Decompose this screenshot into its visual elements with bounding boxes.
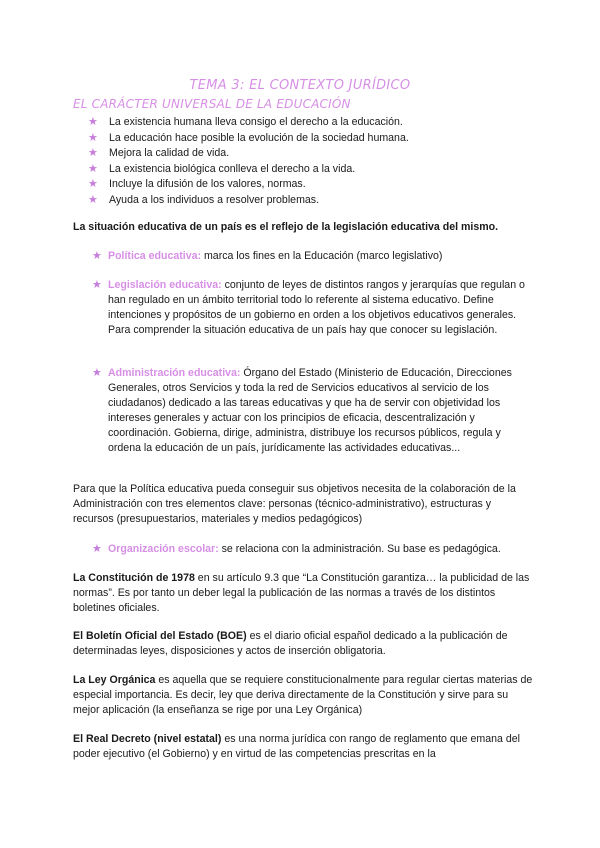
definition-constitucion <box>73 571 533 616</box>
term-item-politica <box>92 249 532 264</box>
star-bullet-icon: ★ <box>88 193 98 206</box>
star-bullet-icon: ★ <box>88 131 98 144</box>
list-item: ★ Mejora la calidad de vida. <box>88 147 230 159</box>
star-bullet-icon: ★ <box>92 279 102 291</box>
star-bullet-icon: ★ <box>88 116 98 128</box>
term-label: Organización escolar: <box>108 543 219 555</box>
definition-real-decreto <box>73 732 533 762</box>
term-description: marca los fines en la Educación (marco legislativo) <box>201 250 443 262</box>
definition-term: El Real Decreto (nivel estatal) <box>73 733 222 745</box>
list-item: ★ Incluye la difusión de los valores, normas. <box>88 178 306 190</box>
list-item: ★ Ayuda a los individuos a resolver problemas. <box>88 193 320 206</box>
star-bullet-icon: ★ <box>92 250 102 262</box>
term-description: se relaciona con la administración. Su base es pedagógica. <box>218 543 501 555</box>
definition-ley-organica <box>73 673 533 718</box>
definition-term: La Ley Orgánica <box>73 674 156 686</box>
list-item: ★ La existencia biológica conlleva el derecho a la vida. <box>88 162 356 175</box>
star-bullet-icon: ★ <box>88 147 98 159</box>
section-heading: EL CARÁCTER UNIVERSAL DE LA EDUCACIÓN <box>73 97 351 111</box>
definition-text: es el diario oficial español dedicado a la publicación de determinadas leyes, disposiciones y actos de inserción obligatoria. <box>73 630 508 657</box>
bold-statement: La situación educativa de un país es el reflejo de la legislación educativa del mismo. <box>73 221 499 233</box>
term-description: Órgano del Estado (Ministerio de Educación, Direcciones Generales, otros Servicios y toda la red de Servicios educativos al servicio de los ciudadanos) dedicado a las tareas educativas y que ha de servir con objetividad los intereses generales y actuar con los principios de eficacia, descentralización y coordinación. Gobierna, dirige, administra, distribuye los recursos públicos, regula y ordena la educación de un país, jurídicamente las actividades educativas... <box>108 367 512 454</box>
definition-text: es una norma jurídica con rango de reglamento que emana del poder ejecutivo (el Gobierno) y en virtud de las competencias prescritas en la <box>73 733 520 760</box>
star-bullet-icon: ★ <box>92 543 102 555</box>
star-bullet-icon: ★ <box>92 367 102 379</box>
term-label: Legislación educativa: <box>108 279 222 291</box>
definition-term: La Constitución de 1978 <box>73 572 195 584</box>
bullet-list <box>88 115 409 208</box>
term-item-organizacion <box>92 542 532 557</box>
star-bullet-icon: ★ <box>88 178 98 190</box>
star-bullet-icon: ★ <box>88 162 98 175</box>
definition-term: El Boletín Oficial del Estado (BOE) <box>73 630 247 642</box>
term-label: Administración educativa: <box>108 367 241 379</box>
list-item: ★ La existencia humana lleva consigo el derecho a la educación. <box>88 116 403 128</box>
paragraph-administration: Para que la Política educativa pueda conseguir sus objetivos necesita de la colaboración de la Administración con tres elementos clave: personas (técnico-administrativo), estructuras y recursos (presupuestarios, materiales y medios pedagógicos) <box>73 483 516 525</box>
list-item: ★ La educación hace posible la evolución de la sociedad humana. <box>88 131 409 144</box>
definition-boe <box>73 629 533 659</box>
definition-text: en su artículo 9.3 que “La Constitución garantiza… la publicidad de las normas”. Es por tanto un deber legal la publicación de las normas a través de los distintos boletines oficiales. <box>73 572 530 614</box>
definition-text: es aquella que se requiere constitucionalmente para regular ciertas materias de especial importancia. Es decir, ley que deriva directamente de la Constitución y sirve para su mejor aplicación (la enseñanza se rige por una Ley Orgánica) <box>73 674 533 716</box>
term-description: conjunto de leyes de distintos rangos y jerarquías que regulan o han regulado en un ámbito territorial todo lo referente al sistema educativo. Define intenciones y propósitos de un gobierno en orden a los objetivos educativos generales. Para comprender la situación educativa de un país hay que conocer su legislación. <box>108 279 525 336</box>
term-label: Política educativa: <box>108 250 202 262</box>
term-item-administracion <box>92 366 532 456</box>
term-item-legislacion <box>92 278 532 338</box>
page-title: TEMA 3: EL CONTEXTO JURÍDICO <box>189 78 411 93</box>
